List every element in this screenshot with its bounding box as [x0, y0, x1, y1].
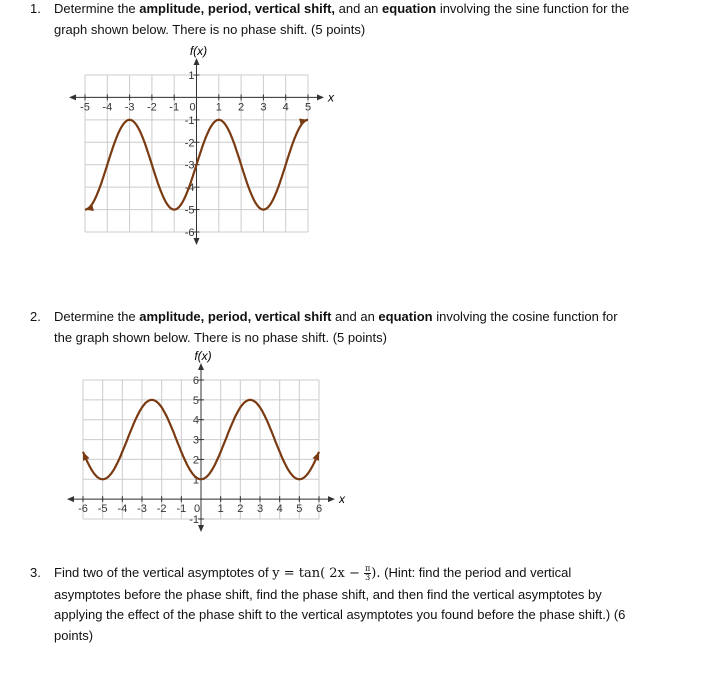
x-tick-label: -6: [78, 503, 88, 516]
y-tick-label: 1: [192, 474, 199, 487]
x-tick-label: 3: [256, 503, 264, 516]
x-tick-label: 4: [276, 503, 283, 516]
x-axis-label: x: [339, 492, 345, 507]
text: Determine the: [54, 1, 140, 16]
y-tick-label: 4: [192, 414, 199, 427]
x-tick-label: -2: [147, 101, 157, 114]
x-tick-label: 5: [304, 101, 312, 114]
y-tick-label: -6: [184, 227, 195, 239]
text: and an: [335, 1, 383, 16]
x-axis-label: x: [328, 90, 334, 105]
x-tick-label: 2: [237, 503, 244, 516]
x-tick-label: -1: [176, 503, 187, 516]
question-number: 1.: [30, 1, 41, 16]
x-tick-label: 6: [315, 503, 323, 516]
x-tick-label: -3: [124, 101, 135, 114]
x-tick-label: -2: [156, 503, 167, 516]
text: Determine the: [54, 309, 140, 324]
bold-text: equation: [382, 1, 437, 16]
x-tick-label: 1: [217, 503, 224, 516]
question-number: 3.: [30, 565, 41, 580]
x-tick-label: 4: [282, 101, 289, 114]
y-tick-label: -4: [184, 182, 195, 195]
question-number: 2.: [30, 309, 41, 324]
frac-numerator: π: [365, 564, 371, 574]
y-tick-label: -1: [184, 114, 195, 127]
equation: y = tan( 2x −: [272, 566, 365, 581]
bold-text: amplitude, period, vertical shift: [139, 309, 332, 324]
y-tick-label: -1: [189, 514, 199, 526]
y-tick-label: -5: [184, 204, 195, 217]
y-tick-label: 6: [192, 375, 199, 387]
bold-text: equation: [378, 309, 433, 324]
y-tick-label: 3: [192, 434, 199, 447]
x-tick-label: 2: [238, 101, 245, 114]
frac-denominator: 3: [365, 573, 371, 583]
text: Find two of the vertical asymptotes of: [54, 565, 273, 580]
y-tick-label: 2: [192, 454, 199, 467]
x-tick-label: -5: [97, 503, 108, 516]
y-tick-label: -2: [184, 137, 195, 150]
x-tick-label: -4: [102, 101, 113, 114]
x-tick-label: -3: [137, 503, 147, 516]
text: involving the cosine function for the graph shown below. There is no phase shift. (5 points): [54, 309, 618, 345]
x-tick-label: -1: [169, 101, 180, 114]
text: (Hint: find the period and vertical asymptotes before the phase shift, find the phase shift, and then find the vertical asymptotes by applying the effect of the phase shift to the vertical asymptotes you found before the phase shift.) (6 points): [54, 565, 626, 643]
x-tick-label: 0: [189, 101, 196, 114]
y-axis-label: f(x): [189, 44, 208, 58]
y-tick-label: 1: [188, 70, 195, 82]
text: involving the sine function for the graph shown below. There is no phase shift. (5 points): [54, 1, 630, 37]
text: and an: [331, 309, 379, 324]
x-tick-label: -4: [117, 503, 128, 516]
equation-end: ).: [371, 566, 381, 581]
y-tick-label: -3: [184, 159, 195, 172]
x-tick-label: -5: [80, 101, 90, 114]
x-tick-label: 0: [193, 503, 201, 516]
bold-text: amplitude, period, vertical shift,: [139, 1, 336, 16]
y-axis-label: f(x): [194, 349, 212, 363]
y-tick-label: 5: [192, 394, 199, 407]
x-tick-label: 3: [260, 101, 267, 114]
x-tick-label: 1: [215, 101, 222, 114]
x-tick-label: 5: [296, 503, 303, 516]
